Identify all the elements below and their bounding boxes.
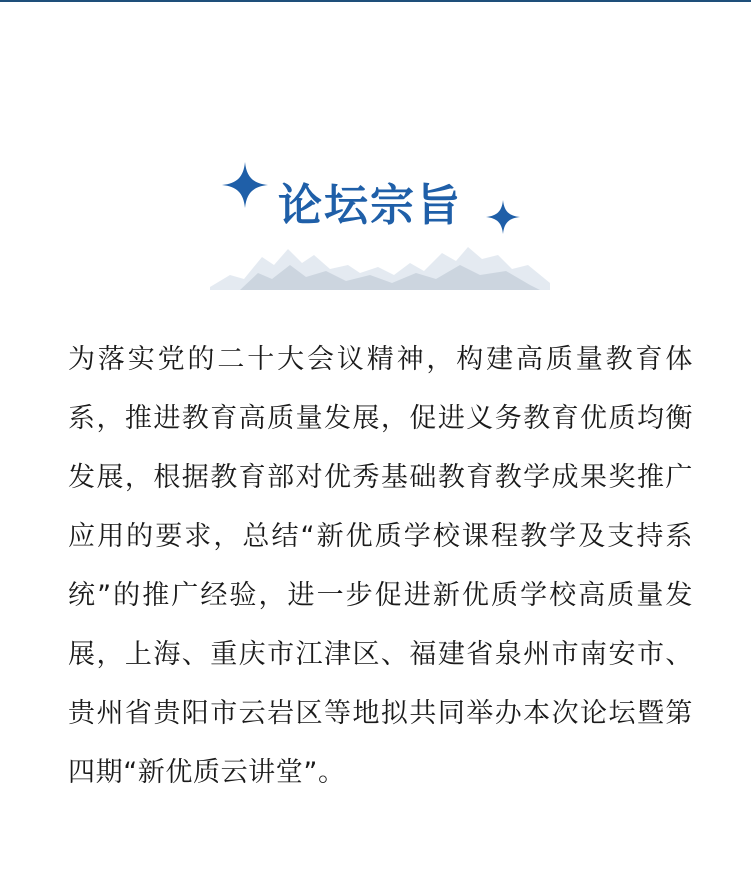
sparkle-star-icon	[222, 162, 268, 208]
mountain-decoration	[210, 235, 550, 290]
body-paragraph: 为落实党的二十大会议精神，构建高质量教育体系，推进教育高质量发展，促进义务教育优质均衡发展，根据教育部对优秀基础教育教学成果奖推广应用的要求，总结“新优质学校课程教学及支持系统”的推广经验，进一步促进新优质学校高质量发展，上海、重庆市江津区、福建省泉州市南安市、贵州省贵阳市云岩区等地拟共同举办本次论坛暨第四期“新优质云讲堂”。	[68, 344, 693, 788]
sparkle-star-icon	[486, 200, 520, 234]
top-divider	[0, 0, 751, 2]
heading-title: 论坛宗旨	[278, 180, 462, 231]
section-heading	[210, 150, 550, 300]
